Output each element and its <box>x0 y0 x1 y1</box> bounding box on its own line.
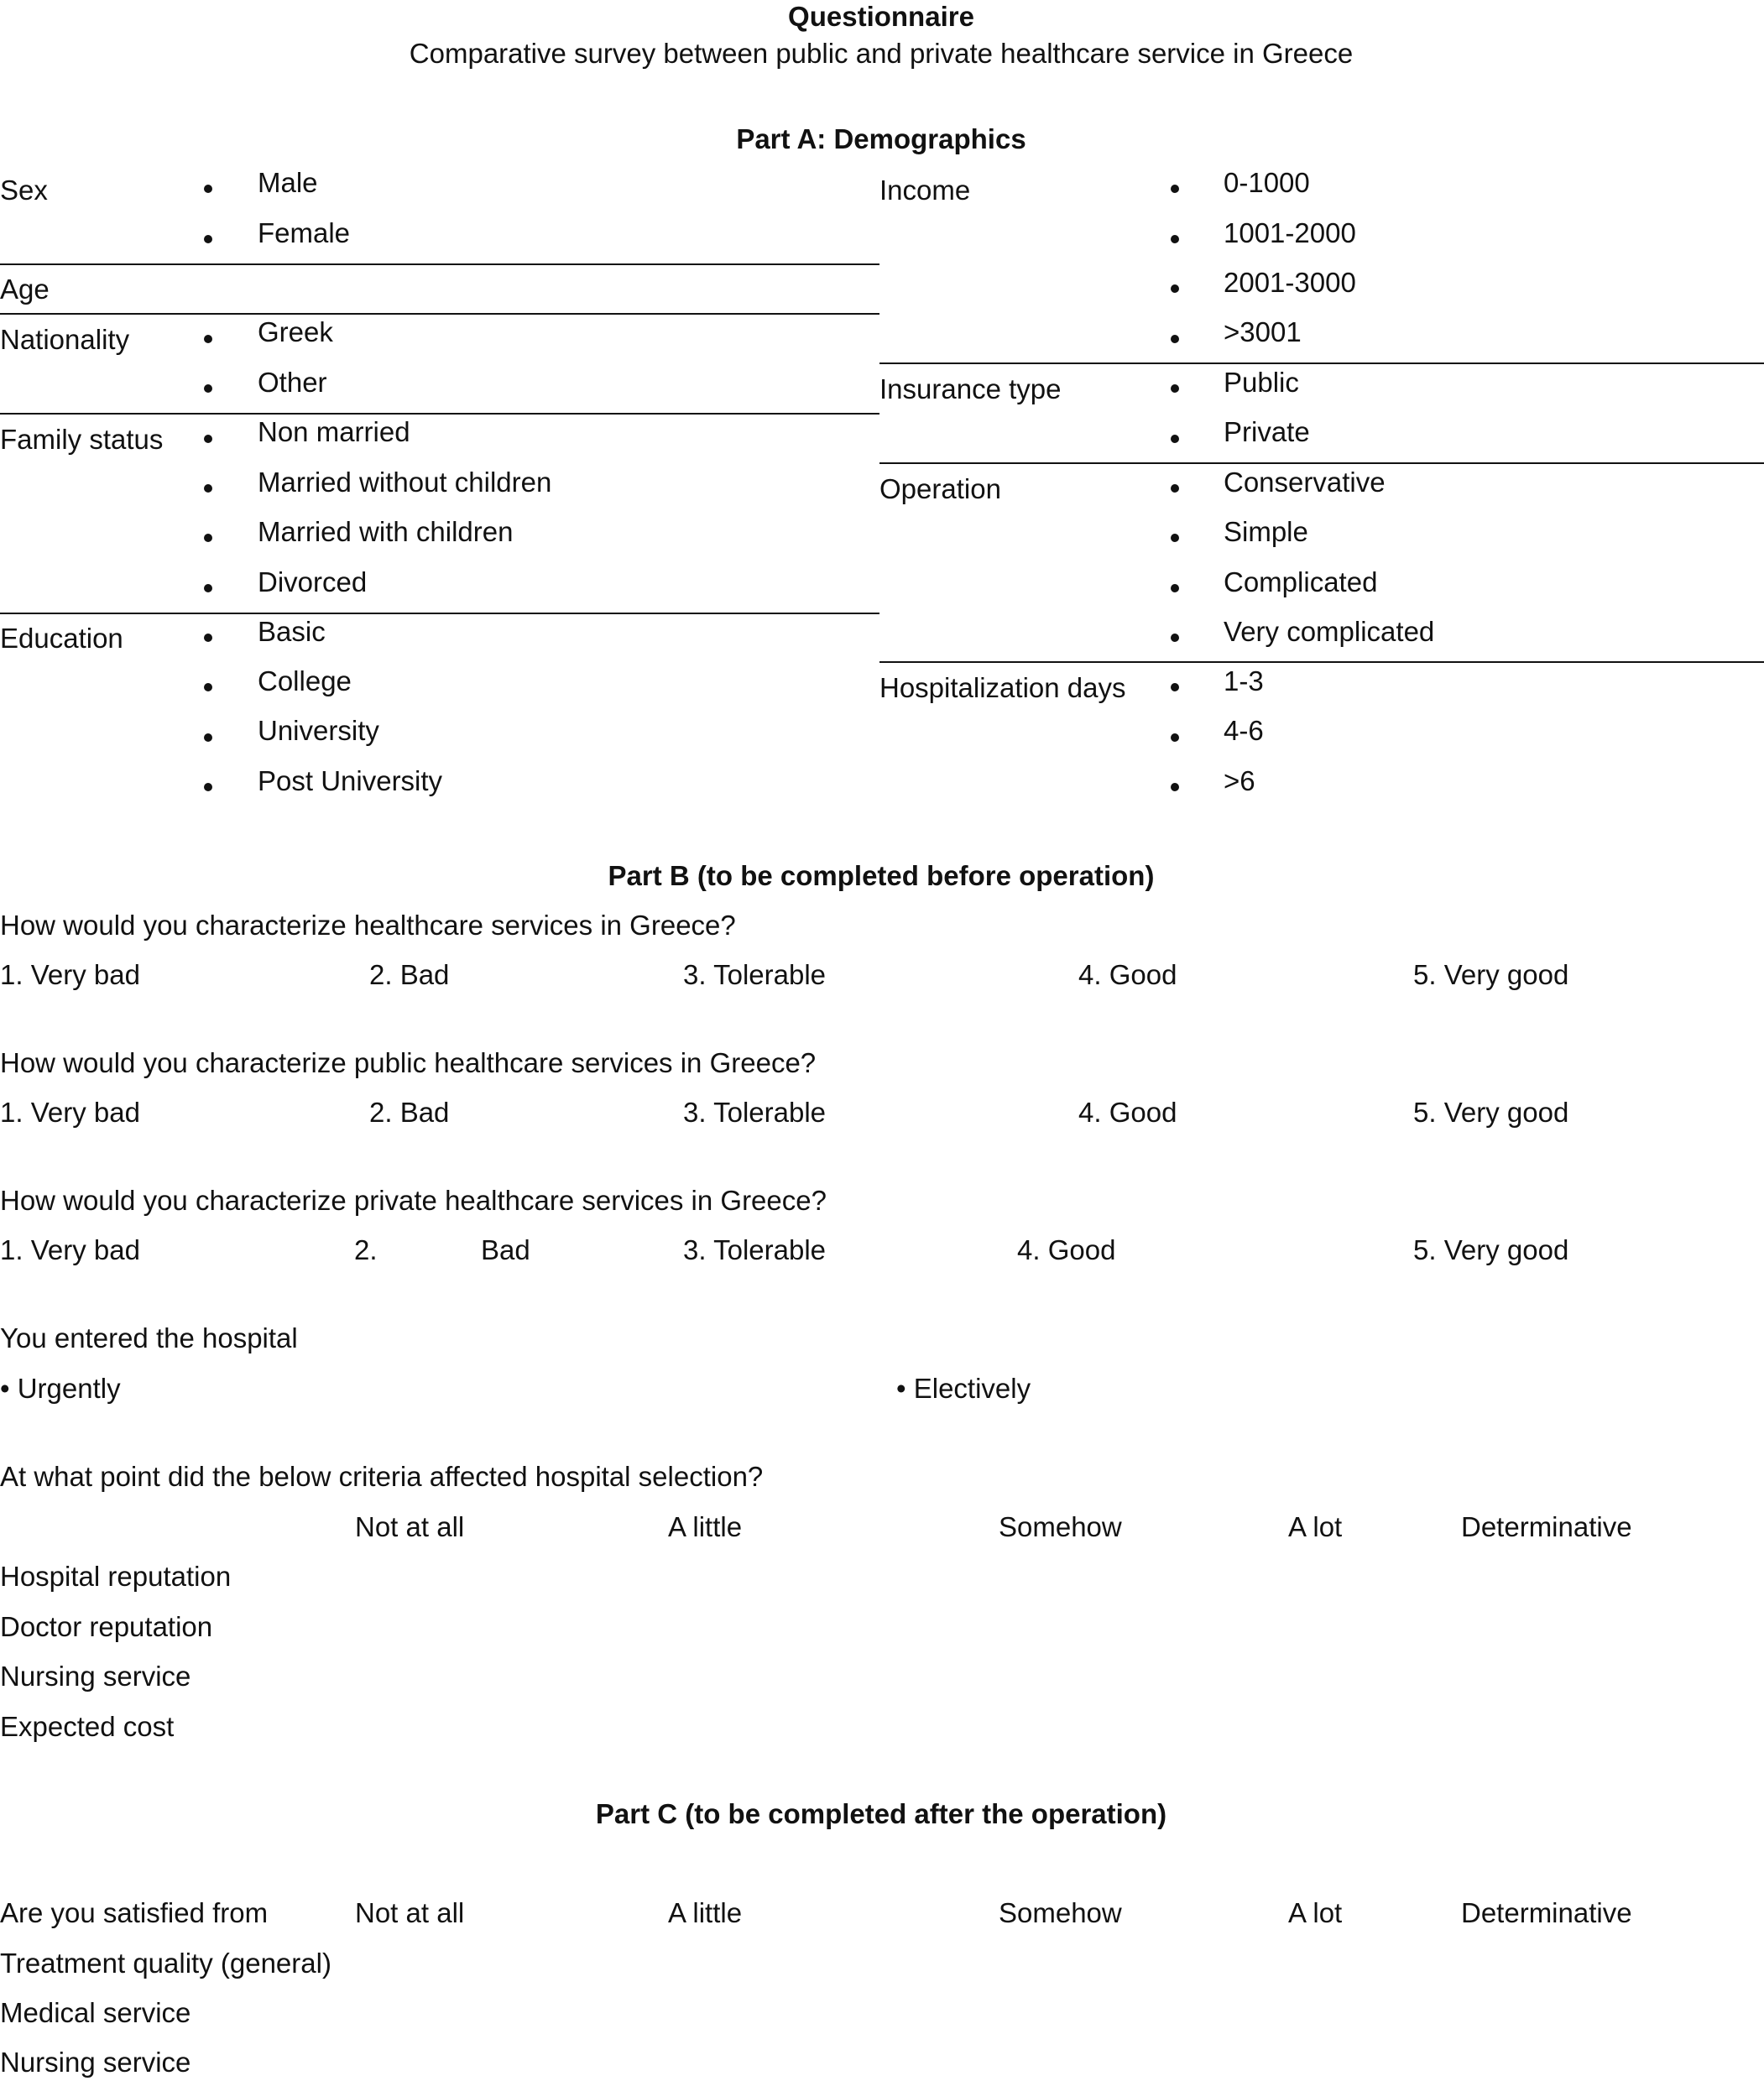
bullet-icon <box>204 534 212 542</box>
satisfaction-row-medical-service: Medical service <box>0 1997 191 2028</box>
family-status-label: Family status <box>0 424 164 455</box>
divider <box>0 413 879 415</box>
scale-a-little: A little <box>668 1511 743 1542</box>
bullet-icon <box>204 733 212 742</box>
option-male[interactable]: Male <box>258 167 318 198</box>
bullet-icon <box>1171 335 1179 343</box>
q1-option-tolerable[interactable]: 3. Tolerable <box>683 959 827 990</box>
question-public-healthcare: How would you characterize public healthcare services in Greece? <box>0 1047 817 1078</box>
income-label: Income <box>879 175 971 206</box>
option-non-married[interactable]: Non married <box>258 416 410 447</box>
scale-determinative: Determinative <box>1461 1897 1632 1928</box>
q2-option-very-bad[interactable]: 1. Very bad <box>0 1097 140 1128</box>
insurance-type-label: Insurance type <box>879 373 1062 404</box>
bullet-icon <box>204 584 212 592</box>
criteria-row-expected-cost: Expected cost <box>0 1711 175 1742</box>
scale-not-at-all: Not at all <box>355 1511 465 1542</box>
option-female[interactable]: Female <box>258 217 351 248</box>
q2-option-good[interactable]: 4. Good <box>1078 1097 1177 1128</box>
option-private[interactable]: Private <box>1224 416 1310 447</box>
scale-a-lot: A lot <box>1288 1897 1343 1928</box>
scale-somehow: Somehow <box>999 1511 1122 1542</box>
bullet-icon <box>1171 683 1179 691</box>
divider <box>879 661 1764 663</box>
option-very-complicated[interactable]: Very complicated <box>1224 616 1435 647</box>
scale-determinative: Determinative <box>1461 1511 1632 1542</box>
education-label: Education <box>0 623 123 654</box>
age-label: Age <box>0 274 50 305</box>
option-public[interactable]: Public <box>1224 367 1299 398</box>
q3-option-very-bad[interactable]: 1. Very bad <box>0 1234 140 1265</box>
divider <box>879 362 1764 364</box>
option-divorced[interactable]: Divorced <box>258 566 368 597</box>
nationality-label: Nationality <box>0 324 130 355</box>
bullet-icon <box>1171 435 1179 443</box>
bullet-icon <box>204 783 212 791</box>
divider <box>0 613 879 614</box>
option-income-over-3001[interactable]: >3001 <box>1224 316 1302 347</box>
option-days-1-3[interactable]: 1-3 <box>1224 665 1264 696</box>
bullet-icon <box>204 384 212 393</box>
option-university[interactable]: University <box>258 715 379 746</box>
bullet-icon <box>1171 185 1179 193</box>
criteria-row-hospital-reputation: Hospital reputation <box>0 1561 232 1592</box>
bullet-icon <box>1171 584 1179 592</box>
option-greek[interactable]: Greek <box>258 316 333 347</box>
bullet-icon <box>204 335 212 343</box>
divider <box>0 263 879 265</box>
hospitalization-days-label: Hospitalization days <box>879 672 1126 703</box>
satisfaction-row-nursing-service: Nursing service <box>0 2047 191 2078</box>
q2-option-bad[interactable]: 2. Bad <box>369 1097 450 1128</box>
bullet-icon <box>1171 783 1179 791</box>
option-simple[interactable]: Simple <box>1224 516 1308 547</box>
option-electively[interactable]: • Electively <box>896 1373 1031 1404</box>
bullet-icon <box>1171 384 1179 393</box>
q3-option-tolerable[interactable]: 3. Tolerable <box>683 1234 827 1265</box>
part-a-heading: Part A: Demographics <box>736 123 1026 154</box>
option-conservative[interactable]: Conservative <box>1224 467 1386 498</box>
q3-option-bad-number[interactable]: 2. <box>354 1234 378 1265</box>
satisfaction-row-treatment-quality: Treatment quality (general) <box>0 1948 331 1979</box>
option-urgently[interactable]: • Urgently <box>0 1373 121 1404</box>
bullet-icon <box>204 634 212 642</box>
option-college[interactable]: College <box>258 665 352 696</box>
q2-option-very-good[interactable]: 5. Very good <box>1413 1097 1569 1128</box>
bullet-icon <box>1171 484 1179 493</box>
q1-option-very-bad[interactable]: 1. Very bad <box>0 959 140 990</box>
q1-option-very-good[interactable]: 5. Very good <box>1413 959 1569 990</box>
criteria-row-doctor-reputation: Doctor reputation <box>0 1611 213 1642</box>
q3-option-good[interactable]: 4. Good <box>1017 1234 1116 1265</box>
page-title: Questionnaire <box>788 1 974 32</box>
bullet-icon <box>204 185 212 193</box>
part-b-heading: Part B (to be completed before operation) <box>608 860 1155 891</box>
divider <box>0 313 879 315</box>
bullet-icon <box>1171 284 1179 293</box>
option-complicated[interactable]: Complicated <box>1224 566 1378 597</box>
bullet-icon <box>1171 733 1179 742</box>
option-days-4-6[interactable]: 4-6 <box>1224 715 1264 746</box>
bullet-icon <box>1171 634 1179 642</box>
scale-not-at-all: Not at all <box>355 1897 465 1928</box>
question-selection-criteria: At what point did the below criteria affected hospital selection? <box>0 1461 764 1492</box>
option-days-over-6[interactable]: >6 <box>1224 765 1255 796</box>
bullet-icon <box>1171 235 1179 243</box>
scale-a-little: A little <box>668 1897 743 1928</box>
bullet-icon <box>204 484 212 493</box>
criteria-row-nursing-service: Nursing service <box>0 1661 191 1692</box>
page-subtitle: Comparative survey between public and private healthcare service in Greece <box>409 38 1354 69</box>
sex-label: Sex <box>0 175 48 206</box>
option-income-1001-2000[interactable]: 1001-2000 <box>1224 217 1356 248</box>
option-post-university[interactable]: Post University <box>258 765 443 796</box>
part-c-heading: Part C (to be completed after the operation) <box>595 1798 1167 1829</box>
scale-somehow: Somehow <box>999 1897 1122 1928</box>
bullet-icon <box>204 683 212 691</box>
q1-option-good[interactable]: 4. Good <box>1078 959 1177 990</box>
option-income-0-1000[interactable]: 0-1000 <box>1224 167 1310 198</box>
option-other[interactable]: Other <box>258 367 327 398</box>
question-hospital-entry: You entered the hospital <box>0 1322 298 1353</box>
q2-option-tolerable[interactable]: 3. Tolerable <box>683 1097 827 1128</box>
q3-option-bad[interactable]: Bad <box>481 1234 530 1265</box>
question-healthcare: How would you characterize healthcare services in Greece? <box>0 910 736 941</box>
bullet-icon <box>1171 534 1179 542</box>
option-basic[interactable]: Basic <box>258 616 326 647</box>
question-private-healthcare: How would you characterize private healthcare services in Greece? <box>0 1185 827 1216</box>
scale-a-lot: A lot <box>1288 1511 1343 1542</box>
bullet-icon <box>204 435 212 443</box>
divider <box>879 462 1764 464</box>
option-income-2001-3000[interactable]: 2001-3000 <box>1224 267 1356 298</box>
option-married-without-children[interactable]: Married without children <box>258 467 552 498</box>
q3-option-very-good[interactable]: 5. Very good <box>1413 1234 1569 1265</box>
question-satisfaction: Are you satisfied from <box>0 1897 269 1928</box>
option-married-with-children[interactable]: Married with children <box>258 516 514 547</box>
q1-option-bad[interactable]: 2. Bad <box>369 959 450 990</box>
bullet-icon <box>204 235 212 243</box>
operation-label: Operation <box>879 473 1001 504</box>
